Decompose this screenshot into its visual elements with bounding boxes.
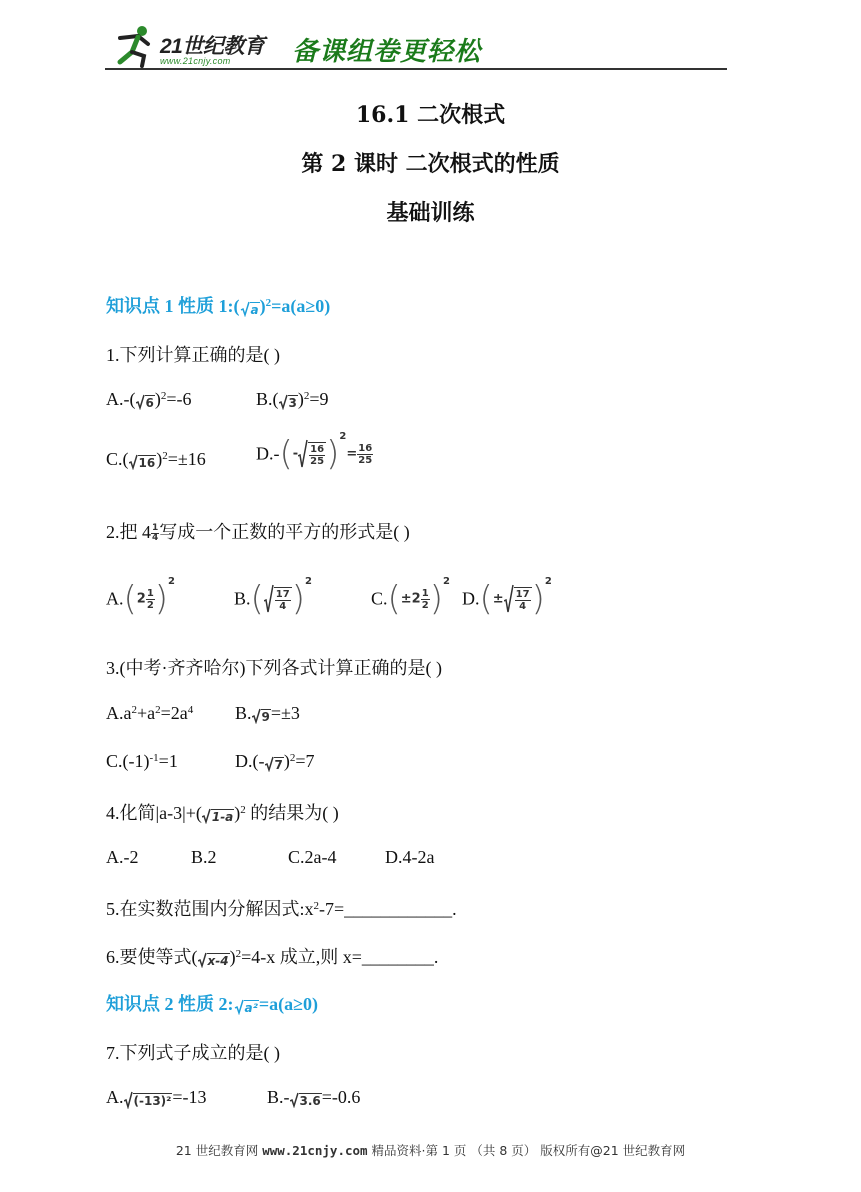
- question-2-option-b: B.( $\frac{17}{4}$ )2: [234, 576, 312, 619]
- question-4-option-d: D.4-2a: [385, 847, 435, 867]
- question-1-stem: 1.下列计算正确的是( ): [106, 345, 280, 365]
- question-3-option-a: $A.a^2+a^2=2a^4$: [106, 703, 194, 723]
- footer-domain[interactable]: www.21cnjy.com: [262, 1143, 368, 1158]
- brand-url[interactable]: www.21cnjy.com: [160, 56, 231, 66]
- question-2-option-d: D.(± $\frac{17}{4}$ )2: [462, 576, 552, 619]
- question-4-option-a: A.-2: [106, 847, 139, 867]
- question-1-option-a: A.-( 6)$^2$=-6: [106, 389, 192, 410]
- section-heading-2: 知识点 2 性质 2: a²=a(a≥0): [106, 994, 318, 1015]
- runner-logo-icon: [112, 24, 156, 68]
- header-divider: [105, 68, 727, 70]
- brand-name: 21世纪教育: [160, 35, 265, 58]
- question-6-stem: 6.要使等式( x-4)$^2$=4-x 成立,则 x=________.: [106, 947, 439, 968]
- question-3-stem: 3.(中考·齐齐哈尔)下列各式计算正确的是( ): [106, 658, 442, 678]
- question-7-option-b: B.- 3.6=-0.6: [267, 1087, 361, 1108]
- slogan: 备课组卷更轻松: [292, 37, 482, 67]
- question-2-stem: 2.把 4 $\frac{1}{4}$ 写成一个正数的平方的形式是( ): [106, 522, 410, 544]
- question-2-option-a: A.(2 $\frac{1}{2}$ )2: [106, 576, 176, 619]
- footer-info: 精品资料·第 1 页 （共 8 页） 版权所有@21 世纪教育网: [371, 1143, 686, 1158]
- question-7-option-a: A. (-13)²=-13: [106, 1087, 207, 1108]
- question-1-option-c: C.( 16)$^2$=±16: [106, 449, 206, 470]
- question-5-stem: 5.在实数范围内分解因式$:x^2-7=\_\_\_\_\_\_\_\_\_\_\_\_$.: [106, 899, 457, 919]
- page-header: [0, 0, 861, 80]
- page-title: 16.1 二次根式: [355, 102, 506, 128]
- question-1-option-b: B.( 3)$^2$=9: [256, 389, 329, 410]
- question-7-stem: 7.下列式子成立的是( ): [106, 1043, 280, 1063]
- question-1-option-d: D.-(- $\frac{16}{25}$ )2= $\frac{16}{25}$: [256, 431, 373, 474]
- lesson-title: 第 2 课时 二次根式的性质: [301, 151, 560, 177]
- section-heading-1: 知识点 1 性质 1:( a)$^2$=a(a≥0): [106, 296, 331, 317]
- question-3-option-b: B. 9=±3: [235, 703, 300, 724]
- question-3-option-d: D.(- 7)$^2$=7: [235, 751, 315, 772]
- question-4-stem: 4.化简|a-3|+( 1-a)$^2$ 的结果为( ): [106, 803, 339, 824]
- footer-site: 21 世纪教育网: [175, 1143, 259, 1158]
- question-2-option-c: C.(±2 $\frac{1}{2}$ )2: [371, 576, 450, 619]
- question-4-option-b: B.2: [191, 847, 217, 867]
- subtitle: 基础训练: [386, 200, 475, 226]
- question-3-option-c: $C.(-1)^{-1}=1$: [106, 751, 178, 771]
- page-footer: [0, 1141, 861, 1159]
- question-4-option-c: C.2a-4: [288, 847, 337, 867]
